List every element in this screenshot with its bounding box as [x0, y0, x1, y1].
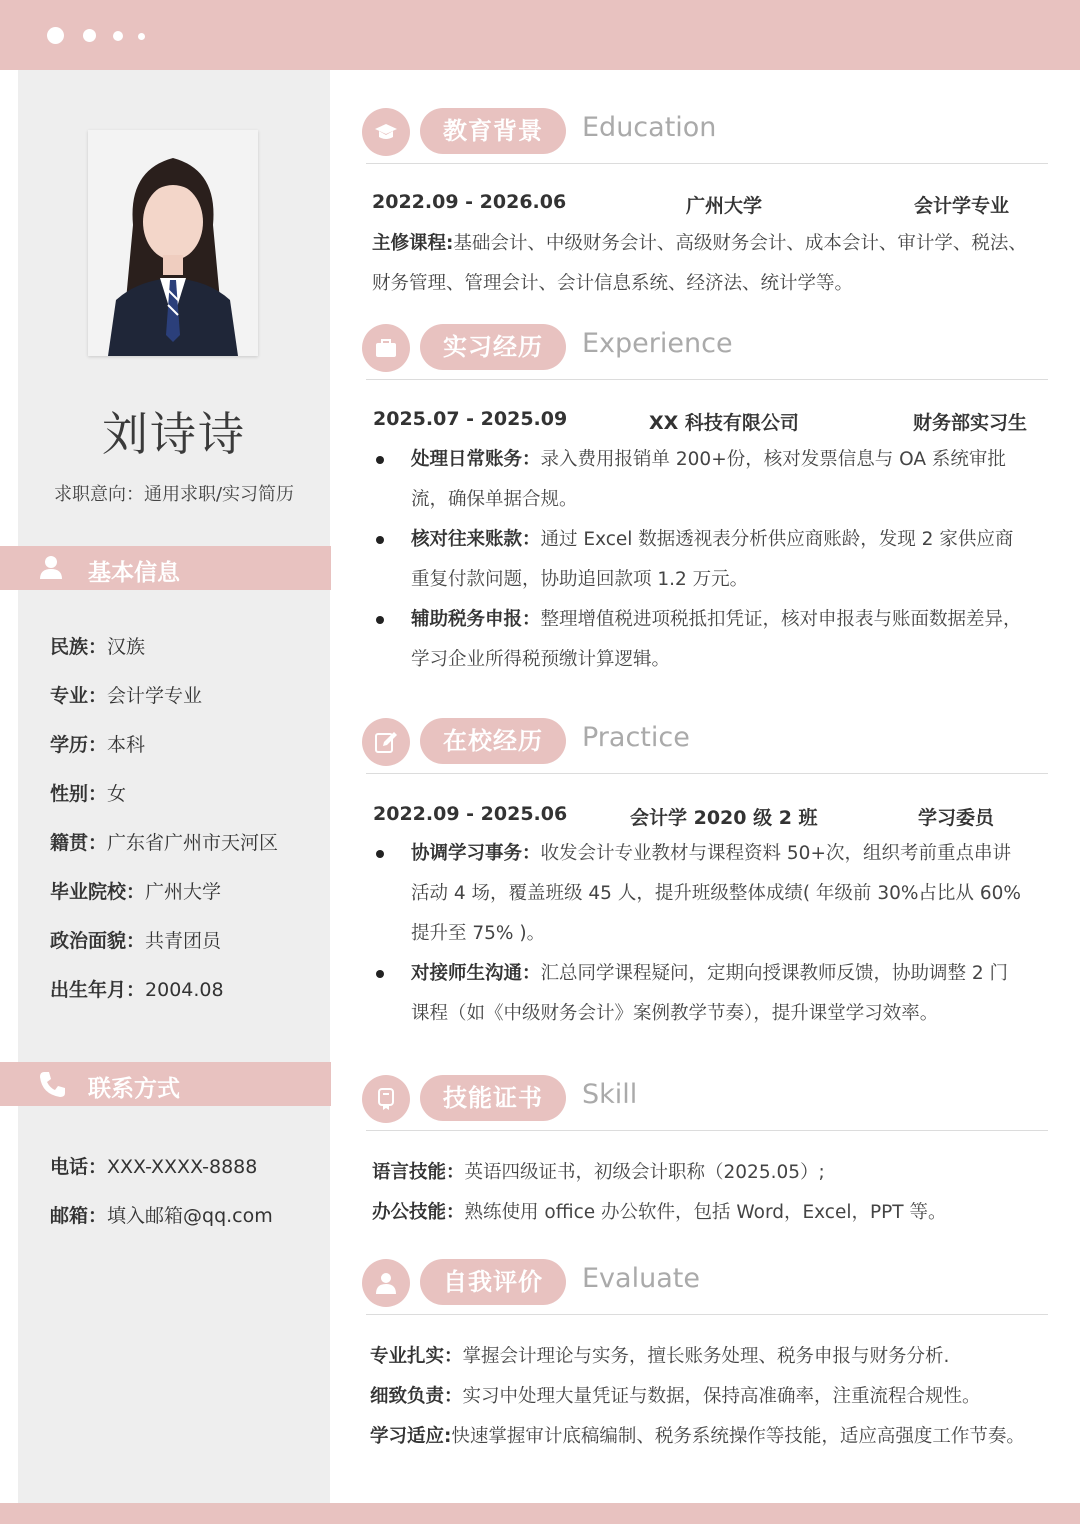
bullet-text: 活动 4 场，覆盖班级 45 人，提升班级整体成绩( 年级前 30%占比从 60% — [411, 883, 1021, 904]
info-degree — [50, 730, 145, 757]
practice-header — [362, 718, 1048, 774]
evaluate-value: 快速掌握审计底稿编制、税务系统操作等技能，适应高强度工作节奏。 — [451, 1426, 1025, 1447]
info-value: 2004.08 — [145, 979, 224, 1001]
practice-class: 会计学 2020 级 2 班 — [630, 807, 818, 829]
bullet-label: 核对往来账款： — [411, 529, 541, 550]
contact-header — [0, 1062, 331, 1106]
bullet-label: 辅助税务申报： — [411, 609, 541, 630]
bullet-text: 提升至 75% )。 — [411, 923, 546, 944]
bullet-text: 重复付款问题，协助追回款项 1.2 万元。 — [411, 569, 749, 590]
skill-icon-circle — [362, 1075, 410, 1123]
bullet-label: 对接师生沟通： — [411, 963, 541, 984]
divider — [366, 1130, 1048, 1131]
skill-item — [372, 1153, 1044, 1193]
education-courses — [372, 224, 1044, 304]
experience-bullet — [411, 440, 1043, 520]
contact-label: 电话： — [50, 1156, 108, 1178]
info-hometown — [50, 828, 278, 855]
evaluate-list — [370, 1337, 1060, 1457]
contact-phone — [50, 1152, 257, 1179]
education-icon-circle — [362, 108, 410, 156]
phone-icon — [38, 1070, 66, 1098]
contact-email — [50, 1201, 273, 1228]
info-value: 共青团员 — [145, 930, 222, 952]
bullet-text: 汇总同学课程疑问，定期向授课教师反馈，协助调整 2 门 — [540, 963, 1009, 984]
practice-bullet — [411, 954, 1043, 1034]
info-value: 本科 — [107, 734, 146, 756]
skill-item — [372, 1193, 1044, 1233]
skill-list — [372, 1153, 1044, 1233]
evaluate-icon-circle — [362, 1259, 410, 1307]
skill-header — [362, 1075, 1048, 1131]
info-value: 会计学专业 — [107, 685, 203, 707]
bullet-dot — [376, 970, 384, 978]
courses-label: 主修课程: — [372, 233, 454, 254]
bullet-text: 课程（如《中级财务会计》案例教学节奏），提升课堂学习效率。 — [411, 1003, 939, 1024]
divider — [366, 1314, 1048, 1315]
evaluate-title-en: Evaluate — [582, 1263, 700, 1294]
evaluate-label: 学习适应: — [370, 1426, 452, 1447]
evaluate-value: 实习中处理大量凭证与数据，保持高准确率，注重流程合规性。 — [462, 1386, 981, 1407]
bullet-dot — [376, 536, 384, 544]
info-label: 出生年月： — [50, 979, 146, 1001]
courses-text: 财务管理、管理会计、会计信息系统、经济法、统计学等。 — [372, 273, 854, 294]
practice-title: 在校经历 — [420, 718, 566, 764]
info-value: 女 — [107, 783, 127, 805]
education-title-en: Education — [582, 112, 717, 143]
info-value: 汉族 — [107, 636, 146, 658]
experience-icon-circle — [362, 324, 410, 372]
info-gender — [50, 779, 126, 806]
bullet-text: 流，确保单据合规。 — [411, 489, 578, 510]
bullet-dot — [376, 850, 384, 858]
divider — [366, 773, 1048, 774]
education-title: 教育背景 — [420, 108, 566, 154]
evaluate-item — [370, 1337, 1060, 1377]
bullet-label: 处理日常账务： — [411, 449, 541, 470]
info-political — [50, 926, 221, 953]
bullet-label: 协调学习事务： — [411, 843, 541, 864]
bullet-text: 学习企业所得税预缴计算逻辑。 — [411, 649, 671, 670]
info-label: 专业： — [50, 685, 108, 707]
bullet-text: 通过 Excel 数据透视表分析供应商账龄，发现 2 家供应商 — [540, 529, 1014, 550]
decor-dot — [113, 31, 123, 41]
practice-bullet — [411, 834, 1043, 954]
info-major — [50, 681, 202, 708]
skill-label: 办公技能： — [372, 1202, 465, 1223]
evaluate-header — [362, 1259, 1048, 1315]
basic-info-header — [0, 546, 331, 590]
info-ethnicity — [50, 632, 145, 659]
experience-title: 实习经历 — [420, 324, 566, 370]
experience-title-en: Experience — [582, 328, 733, 359]
education-header — [362, 108, 1048, 164]
info-label: 性别： — [50, 783, 108, 805]
bullet-dot — [376, 456, 384, 464]
info-birth — [50, 975, 224, 1002]
contact-value: XXX-XXXX-8888 — [107, 1156, 258, 1178]
contact-title: 联系方式 — [88, 1076, 180, 1102]
decor-dot — [138, 33, 145, 40]
decor-dot — [47, 27, 64, 44]
person-icon — [38, 554, 64, 580]
courses-text: 基础会计、中级财务会计、高级财务会计、成本会计、审计学、税法、 — [453, 233, 1027, 254]
practice-title-en: Practice — [582, 722, 690, 753]
graduation-cap-icon — [374, 120, 398, 144]
edit-icon — [374, 730, 398, 754]
person-name: 刘诗诗 — [102, 407, 246, 461]
info-label: 政治面貌： — [50, 930, 146, 952]
skill-value: 英语四级证书，初级会计职称（2025.05）; — [464, 1162, 825, 1183]
bullet-dot — [376, 616, 384, 624]
practice-role: 学习委员 — [918, 807, 995, 829]
evaluate-item — [370, 1417, 1060, 1457]
bullet-text: 录入费用报销单 200+份，核对发票信息与 OA 系统审批 — [540, 449, 1006, 470]
skill-title-en: Skill — [582, 1079, 638, 1110]
divider — [366, 163, 1048, 164]
skill-label: 语言技能： — [372, 1162, 465, 1183]
bullet-text: 整理增值税进项税抵扣凭证，核对申报表与账面数据差异， — [540, 609, 1022, 630]
info-label: 籍贯： — [50, 832, 108, 854]
experience-bullet — [411, 600, 1043, 680]
info-label: 毕业院校： — [50, 881, 146, 903]
experience-role: 财务部实习生 — [913, 412, 1028, 434]
evaluate-item — [370, 1377, 1060, 1417]
education-period: 2022.09 - 2026.06 — [372, 191, 567, 213]
info-label: 民族： — [50, 636, 108, 658]
info-value: 广东省广州市天河区 — [107, 832, 279, 854]
education-major: 会计学专业 — [914, 195, 1010, 217]
bullet-text: 收发会计专业教材与课程资料 50+次，组织考前重点串讲 — [540, 843, 1011, 864]
experience-bullet — [411, 520, 1043, 600]
contact-value: 填入邮箱@qq.com — [107, 1205, 273, 1227]
info-label: 学历： — [50, 734, 108, 756]
basic-info-title: 基本信息 — [88, 560, 180, 586]
decor-dot — [83, 29, 96, 42]
evaluate-label: 专业扎实： — [370, 1346, 463, 1367]
evaluate-label: 细致负责： — [370, 1386, 463, 1407]
user-badge-icon — [374, 1271, 398, 1295]
info-value: 广州大学 — [145, 881, 222, 903]
divider — [366, 379, 1048, 380]
bottom-decor-bar — [0, 1503, 1080, 1524]
skill-title: 技能证书 — [420, 1075, 566, 1121]
profile-photo — [88, 130, 258, 356]
certificate-icon — [374, 1087, 398, 1111]
briefcase-icon — [374, 336, 398, 360]
skill-value: 熟练使用 office 办公软件，包括 Word，Excel，PPT 等。 — [464, 1202, 947, 1223]
top-decor-bar — [0, 0, 1080, 70]
practice-icon-circle — [362, 718, 410, 766]
experience-header — [362, 324, 1048, 380]
experience-period: 2025.07 - 2025.09 — [373, 408, 568, 430]
practice-period: 2022.09 - 2025.06 — [373, 803, 568, 825]
evaluate-value: 掌握会计理论与实务，擅长账务处理、税务申报与财务分析. — [462, 1346, 950, 1367]
experience-company: XX 科技有限公司 — [649, 412, 799, 434]
education-school: 广州大学 — [686, 195, 763, 217]
info-school — [50, 877, 221, 904]
evaluate-title: 自我评价 — [420, 1259, 566, 1305]
job-objective: 求职意向：通用求职/实习简历 — [53, 484, 295, 505]
contact-label: 邮箱： — [50, 1205, 108, 1227]
